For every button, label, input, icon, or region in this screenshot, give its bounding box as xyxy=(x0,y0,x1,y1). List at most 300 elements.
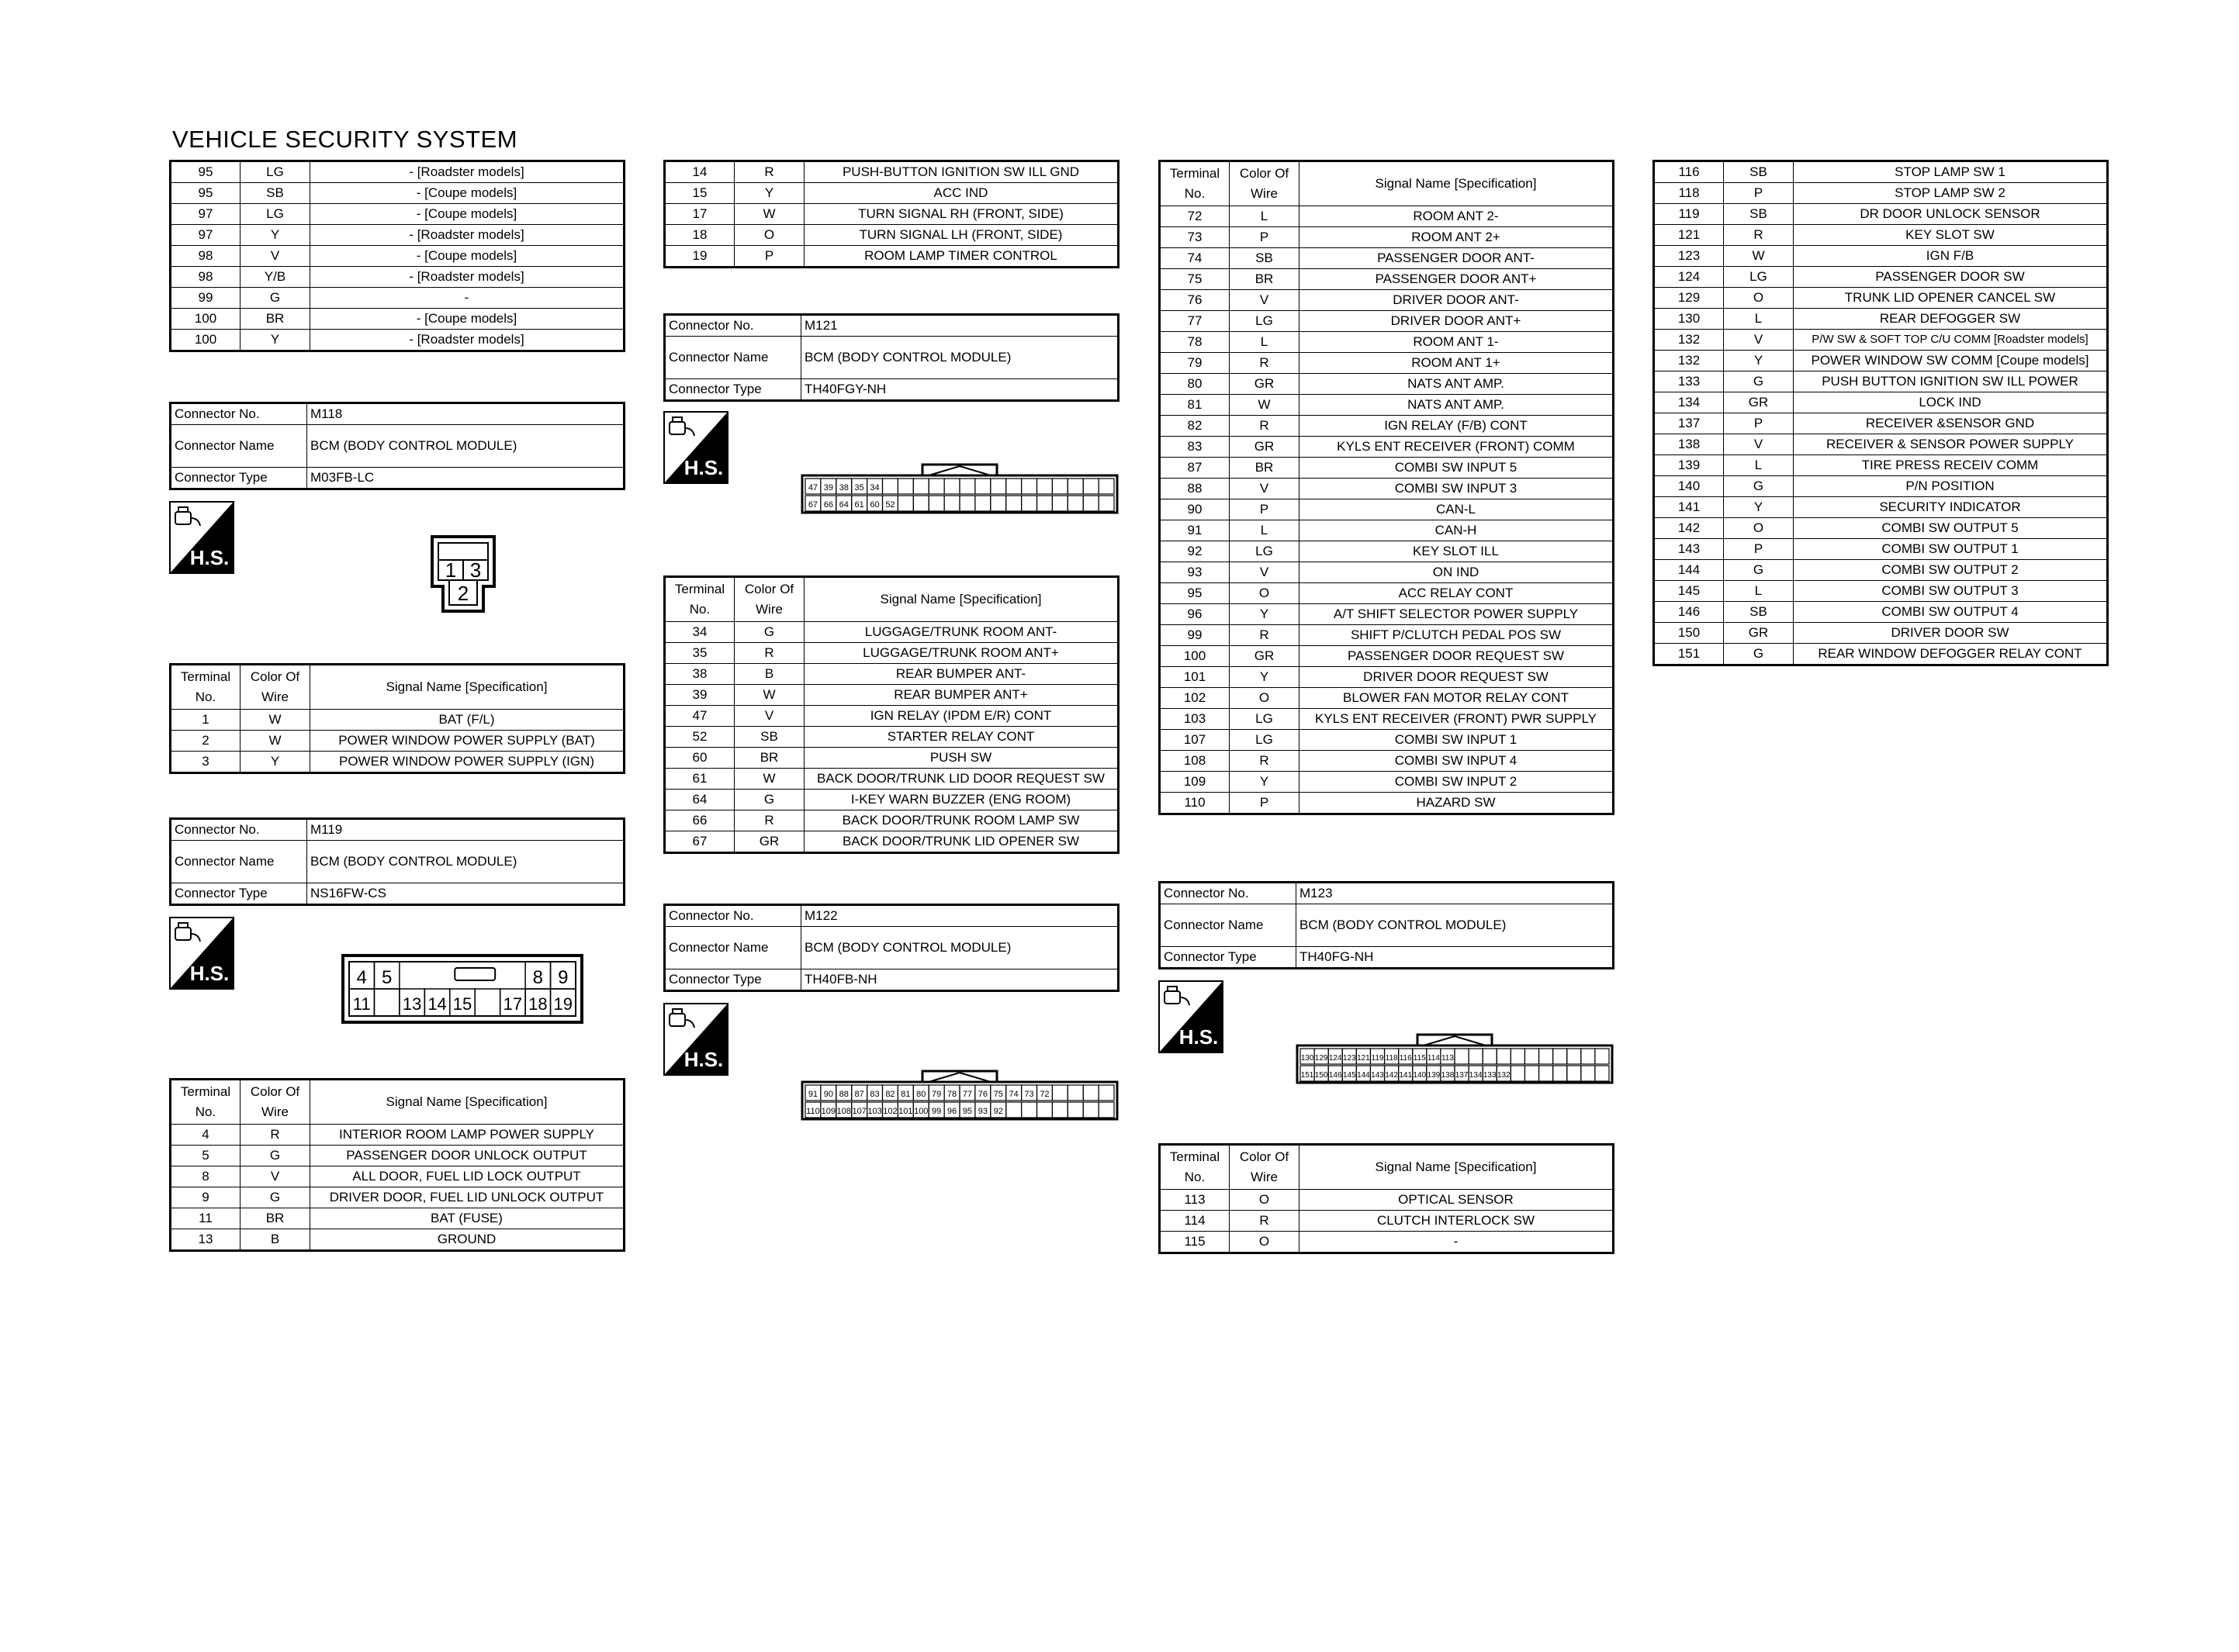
terminal-cell: 103 xyxy=(1160,709,1230,730)
signal-name-cell: PASSENGER DOOR REQUEST SW xyxy=(1299,646,1614,667)
terminal-cell: 91 xyxy=(1160,520,1230,541)
signal-name-cell: COMBI SW OUTPUT 2 xyxy=(1794,560,2108,581)
pin-label: 3 xyxy=(469,558,482,582)
connector-m121-diagram xyxy=(801,454,1119,516)
connector-m122-diagram xyxy=(801,1051,1119,1122)
table-row xyxy=(171,1187,625,1208)
pin-label: 13 xyxy=(402,994,422,1014)
wire-color-cell: V xyxy=(1724,434,1794,455)
terminal-cell: 19 xyxy=(665,246,735,268)
pin-label: 134 xyxy=(1469,1071,1483,1080)
pin-label: 109 xyxy=(821,1107,836,1116)
wire-color-cell: G xyxy=(735,622,805,643)
table-header-row xyxy=(1160,161,1614,206)
wire-color-cell: P xyxy=(1230,227,1299,248)
pin-label: 110 xyxy=(806,1107,820,1116)
pin-label: 5 xyxy=(381,967,393,988)
table-row xyxy=(665,183,1119,204)
table-row xyxy=(171,246,625,267)
pin-label: 14 xyxy=(427,994,447,1014)
header-line: Signal Name [Specification] xyxy=(386,679,548,694)
terminal-cell: 80 xyxy=(1160,374,1230,395)
terminal-cell: 146 xyxy=(1654,602,1724,623)
connector-no-label: Connector No. xyxy=(171,819,307,841)
pin-label: 77 xyxy=(962,1090,973,1099)
terminal-cell: 93 xyxy=(1160,562,1230,583)
signal-name-cell: REAR WINDOW DEFOGGER RELAY CONT xyxy=(1794,644,2108,665)
signal-name-cell: ROOM ANT 2+ xyxy=(1299,227,1614,248)
table-row xyxy=(665,727,1119,748)
wire-color-cell: LG xyxy=(1724,267,1794,288)
table-row xyxy=(171,1208,625,1229)
connector-name-value: BCM (BODY CONTROL MODULE) xyxy=(801,927,1119,969)
header-line: Color Of xyxy=(1239,1149,1289,1164)
pin-label: 15 xyxy=(452,994,472,1014)
signal-name-cell: COMBI SW INPUT 4 xyxy=(1299,751,1614,772)
wire-color-cell: R xyxy=(1230,751,1299,772)
header-line: Signal Name [Specification] xyxy=(880,592,1042,607)
header-color xyxy=(1230,1145,1299,1190)
header-line: Wire xyxy=(1251,186,1278,201)
connector-info-m119 xyxy=(169,817,625,906)
pin-label: 121 xyxy=(1357,1054,1370,1063)
pin-label: 115 xyxy=(1413,1054,1426,1063)
table-row xyxy=(665,161,1119,183)
terminal-cell: 114 xyxy=(1160,1211,1230,1232)
table-row xyxy=(665,664,1119,685)
table-row xyxy=(1160,332,1614,353)
table-row xyxy=(1160,1232,1614,1253)
table-row xyxy=(1160,772,1614,793)
table-row xyxy=(171,1146,625,1166)
wire-color-cell: V xyxy=(1230,290,1299,311)
connector-no-label: Connector No. xyxy=(171,403,307,425)
terminal-cell: 60 xyxy=(665,748,735,769)
signal-name-cell: DRIVER DOOR REQUEST SW xyxy=(1299,667,1614,688)
terminal-cell: 17 xyxy=(665,204,735,225)
table-row xyxy=(1654,644,2108,665)
pin-label: 108 xyxy=(836,1107,851,1116)
terminal-cell: 100 xyxy=(171,309,241,330)
signal-name-cell: HAZARD SW xyxy=(1299,793,1614,814)
table-row xyxy=(665,643,1119,664)
wire-color-cell: R xyxy=(735,810,805,831)
wire-color-cell: R xyxy=(1230,416,1299,437)
table-row xyxy=(171,1125,625,1146)
wire-color-cell: Y xyxy=(1230,667,1299,688)
header-signal xyxy=(1299,161,1614,206)
pin-label: 34 xyxy=(870,483,880,492)
header-line: Wire xyxy=(261,689,289,704)
wire-color-cell: V xyxy=(1230,562,1299,583)
terminal-cell: 5 xyxy=(171,1146,241,1166)
pin-label: 80 xyxy=(916,1090,926,1099)
table-row xyxy=(171,1166,625,1187)
table-row xyxy=(1654,246,2108,267)
table-row xyxy=(1160,206,1614,227)
table-row xyxy=(1654,560,2108,581)
wire-color-cell: O xyxy=(735,225,805,246)
table-row xyxy=(171,1229,625,1251)
wire-color-cell: R xyxy=(241,1125,310,1146)
pin-label: 103 xyxy=(867,1107,882,1116)
connector-name-value: BCM (BODY CONTROL MODULE) xyxy=(307,841,625,883)
pin-label: 140 xyxy=(1413,1071,1427,1080)
terminal-cell: 100 xyxy=(171,330,241,351)
signal-name-cell: KYLS ENT RECEIVER (FRONT) PWR SUPPLY xyxy=(1299,709,1614,730)
wire-color-cell: O xyxy=(1230,688,1299,709)
table-row xyxy=(665,622,1119,643)
terminal-cell: 78 xyxy=(1160,332,1230,353)
signal-name-cell: PUSH SW xyxy=(805,748,1119,769)
terminal-table-continued xyxy=(169,160,625,352)
terminal-cell: 18 xyxy=(665,225,735,246)
pin-label: 4 xyxy=(356,967,367,988)
wire-color-cell: G xyxy=(735,790,805,810)
signal-name-cell: BAT (F/L) xyxy=(310,710,625,731)
pin-label: 1 xyxy=(445,558,457,582)
signal-name-cell: POWER WINDOW POWER SUPPLY (IGN) xyxy=(310,752,625,773)
signal-name-cell: RECEIVER & SENSOR POWER SUPPLY xyxy=(1794,434,2108,455)
signal-name-cell: COMBI SW OUTPUT 1 xyxy=(1794,539,2108,560)
wire-color-cell: Y xyxy=(735,183,805,204)
hs-label: H.S. xyxy=(189,546,230,569)
terminal-cell: 83 xyxy=(1160,437,1230,458)
terminal-cell: 132 xyxy=(1654,351,1724,372)
wire-color-cell: SB xyxy=(1724,204,1794,225)
signal-name-cell: OPTICAL SENSOR xyxy=(1299,1190,1614,1211)
pin-label: 141 xyxy=(1399,1071,1413,1080)
connector-type-value: NS16FW-CS xyxy=(307,883,625,905)
signal-name-cell: DR DOOR UNLOCK SENSOR xyxy=(1794,204,2108,225)
pin-label: 39 xyxy=(823,483,833,492)
wire-color-cell: P xyxy=(1724,539,1794,560)
signal-name-cell: ROOM ANT 1+ xyxy=(1299,353,1614,374)
signal-name-cell: GROUND xyxy=(310,1229,625,1251)
connector-no-label: Connector No. xyxy=(665,315,801,337)
signal-name-cell: STOP LAMP SW 2 xyxy=(1794,183,2108,204)
terminal-cell: 15 xyxy=(665,183,735,204)
pin-label: 78 xyxy=(946,1090,957,1099)
signal-name-cell: STOP LAMP SW 1 xyxy=(1794,161,2108,183)
header-terminal xyxy=(665,577,735,622)
terminal-cell: 66 xyxy=(665,810,735,831)
pin-label: 75 xyxy=(993,1090,1003,1099)
wire-color-cell: G xyxy=(241,1146,310,1166)
signal-name-cell: - [Coupe models] xyxy=(310,309,625,330)
pin-label: 87 xyxy=(854,1090,864,1099)
wire-color-cell: SB xyxy=(1230,248,1299,269)
table-row xyxy=(1654,351,2108,372)
header-line: Wire xyxy=(261,1104,289,1119)
signal-name-cell: KEY SLOT ILL xyxy=(1299,541,1614,562)
terminal-cell: 4 xyxy=(171,1125,241,1146)
wire-color-cell: GR xyxy=(1724,623,1794,644)
pin-label: 129 xyxy=(1314,1054,1328,1063)
connector-type-value: TH40FGY-NH xyxy=(801,379,1119,401)
signal-name-cell: ACC IND xyxy=(805,183,1119,204)
wire-color-cell: Y xyxy=(241,752,310,773)
header-terminal xyxy=(171,665,241,710)
signal-name-cell: BACK DOOR/TRUNK LID OPENER SW xyxy=(805,831,1119,853)
wire-color-cell: G xyxy=(241,1187,310,1208)
wire-color-cell: P xyxy=(1230,793,1299,814)
header-line: No. xyxy=(195,1104,216,1119)
terminal-cell: 11 xyxy=(171,1208,241,1229)
table-row xyxy=(171,161,625,183)
header-line: No. xyxy=(1184,1170,1206,1184)
wire-color-cell: LG xyxy=(1230,541,1299,562)
table-row xyxy=(1654,225,2108,246)
table-row xyxy=(171,225,625,246)
connector-name-label: Connector Name xyxy=(1160,904,1296,947)
signal-name-cell: NATS ANT AMP. xyxy=(1299,395,1614,416)
pin-label: 99 xyxy=(932,1107,942,1116)
table-row xyxy=(1160,625,1614,646)
signal-name-cell: I-KEY WARN BUZZER (ENG ROOM) xyxy=(805,790,1119,810)
connector-info-m121 xyxy=(663,313,1120,402)
wire-color-cell: R xyxy=(1724,225,1794,246)
connector-no-label: Connector No. xyxy=(665,905,801,927)
connector-type-label: Connector Type xyxy=(1160,947,1296,969)
connector-info-m118 xyxy=(169,402,625,490)
table-row xyxy=(1160,458,1614,479)
terminal-cell: 133 xyxy=(1654,372,1724,392)
wire-color-cell: GR xyxy=(1230,646,1299,667)
wire-color-cell: R xyxy=(1230,625,1299,646)
pin-label: 101 xyxy=(898,1107,913,1116)
terminal-cell: 76 xyxy=(1160,290,1230,311)
signal-name-cell: SECURITY INDICATOR xyxy=(1794,497,2108,518)
signal-name-cell: LUGGAGE/TRUNK ROOM ANT- xyxy=(805,622,1119,643)
terminal-cell: 145 xyxy=(1654,581,1724,602)
pin-label: 124 xyxy=(1328,1054,1342,1063)
terminal-cell: 90 xyxy=(1160,499,1230,520)
signal-name-cell: - [Roadster models] xyxy=(310,225,625,246)
pin-label: 79 xyxy=(932,1090,942,1099)
connector-m123-diagram xyxy=(1296,1024,1614,1086)
terminal-table-continued-2 xyxy=(663,160,1120,268)
hs-label: H.S. xyxy=(683,1048,724,1071)
wire-color-cell: B xyxy=(735,664,805,685)
table-row xyxy=(665,831,1119,853)
pin-label: 118 xyxy=(1385,1054,1398,1063)
signal-name-cell: IGN RELAY (F/B) CONT xyxy=(1299,416,1614,437)
wire-color-cell: Y/B xyxy=(241,267,310,288)
wire-color-cell: SB xyxy=(1724,161,1794,183)
table-row xyxy=(665,790,1119,810)
wire-color-cell: BR xyxy=(241,309,310,330)
pin-label: 102 xyxy=(883,1107,898,1116)
terminal-cell: 88 xyxy=(1160,479,1230,499)
table-row xyxy=(1160,499,1614,520)
terminal-cell: 139 xyxy=(1654,455,1724,476)
terminal-cell: 64 xyxy=(665,790,735,810)
wire-color-cell: V xyxy=(241,246,310,267)
header-line: Wire xyxy=(756,602,783,617)
pin-label: 60 xyxy=(870,500,880,510)
hs-label: H.S. xyxy=(683,456,724,479)
connector-name-label: Connector Name xyxy=(171,841,307,883)
pin-label: 138 xyxy=(1441,1071,1455,1080)
connector-name-value: BCM (BODY CONTROL MODULE) xyxy=(801,337,1119,379)
terminal-cell: 99 xyxy=(171,288,241,309)
pin-label: 139 xyxy=(1427,1071,1441,1080)
wire-color-cell: G xyxy=(1724,644,1794,665)
pin-label: 66 xyxy=(823,500,833,510)
pin-label: 88 xyxy=(839,1090,849,1099)
header-terminal xyxy=(171,1080,241,1125)
signal-name-cell: - xyxy=(310,288,625,309)
pin-label: 119 xyxy=(1371,1054,1384,1063)
table-row xyxy=(1654,183,2108,204)
terminal-cell: 118 xyxy=(1654,183,1724,204)
header-line: Color Of xyxy=(250,1084,300,1099)
terminal-cell: 98 xyxy=(171,246,241,267)
terminal-cell: 143 xyxy=(1654,539,1724,560)
terminal-cell: 9 xyxy=(171,1187,241,1208)
table-row xyxy=(1160,667,1614,688)
wire-color-cell: GR xyxy=(1230,374,1299,395)
table-row xyxy=(1160,248,1614,269)
wire-color-cell: W xyxy=(735,685,805,706)
pin-label: 81 xyxy=(901,1090,911,1099)
table-row xyxy=(1160,353,1614,374)
header-line: Terminal xyxy=(180,669,231,684)
signal-name-cell: DRIVER DOOR SW xyxy=(1794,623,2108,644)
header-color xyxy=(241,665,310,710)
connector-no-value: M121 xyxy=(801,315,1119,337)
terminal-cell: 14 xyxy=(665,161,735,183)
table-row xyxy=(171,288,625,309)
wire-color-cell: O xyxy=(1230,1190,1299,1211)
wire-color-cell: SB xyxy=(1724,602,1794,623)
signal-name-cell: ROOM LAMP TIMER CONTROL xyxy=(805,246,1119,268)
wire-color-cell: LG xyxy=(1230,730,1299,751)
terminal-cell: 141 xyxy=(1654,497,1724,518)
terminal-cell: 1 xyxy=(171,710,241,731)
table-row xyxy=(1654,309,2108,330)
wire-color-cell: LG xyxy=(241,204,310,225)
terminal-cell: 97 xyxy=(171,204,241,225)
table-row xyxy=(1160,541,1614,562)
pin-label: 130 xyxy=(1300,1054,1314,1063)
terminal-cell: 81 xyxy=(1160,395,1230,416)
table-row xyxy=(1654,518,2108,539)
pin-label: 137 xyxy=(1455,1071,1469,1080)
table-row xyxy=(1160,730,1614,751)
pin-label: 35 xyxy=(854,483,864,492)
signal-name-cell: PASSENGER DOOR ANT- xyxy=(1299,248,1614,269)
terminal-cell: 138 xyxy=(1654,434,1724,455)
table-row xyxy=(665,769,1119,790)
table-row xyxy=(1654,497,2108,518)
wire-color-cell: O xyxy=(1230,1232,1299,1253)
signal-name-cell: P/N POSITION xyxy=(1794,476,2108,497)
header-line: Terminal xyxy=(1169,166,1220,181)
table-row xyxy=(1654,413,2108,434)
wire-color-cell: L xyxy=(1230,332,1299,353)
connector-type-value: TH40FG-NH xyxy=(1296,947,1614,969)
harness-side-icon xyxy=(169,501,234,574)
terminal-cell: 61 xyxy=(665,769,735,790)
wire-color-cell: W xyxy=(241,731,310,752)
table-row xyxy=(665,246,1119,268)
terminal-cell: 77 xyxy=(1160,311,1230,332)
connector-info-m122 xyxy=(663,904,1120,992)
signal-name-cell: BACK DOOR/TRUNK LID DOOR REQUEST SW xyxy=(805,769,1119,790)
connector-no-label: Connector No. xyxy=(1160,883,1296,904)
signal-name-cell: COMBI SW OUTPUT 4 xyxy=(1794,602,2108,623)
wire-color-cell: GR xyxy=(1230,437,1299,458)
terminal-cell: 151 xyxy=(1654,644,1724,665)
wire-color-cell: LG xyxy=(241,161,310,183)
pin-label: 93 xyxy=(978,1107,988,1116)
header-line: Color Of xyxy=(744,582,794,596)
pin-label: 64 xyxy=(839,500,849,510)
table-row xyxy=(171,710,625,731)
table-row xyxy=(1654,539,2108,560)
signal-name-cell: COMBI SW OUTPUT 5 xyxy=(1794,518,2108,539)
pin-label: 143 xyxy=(1371,1071,1384,1080)
table-row xyxy=(665,685,1119,706)
wire-color-cell: R xyxy=(735,161,805,183)
terminal-cell: 34 xyxy=(665,622,735,643)
signal-name-cell: BLOWER FAN MOTOR RELAY CONT xyxy=(1299,688,1614,709)
terminal-cell: 100 xyxy=(1160,646,1230,667)
terminal-cell: 123 xyxy=(1654,246,1724,267)
connector-m118-diagram xyxy=(429,534,497,615)
table-row xyxy=(665,706,1119,727)
signal-name-cell: COMBI SW INPUT 1 xyxy=(1299,730,1614,751)
terminal-table-m123 xyxy=(1158,1143,1614,1254)
terminal-cell: 52 xyxy=(665,727,735,748)
wire-color-cell: BR xyxy=(1230,269,1299,290)
connector-info-m123 xyxy=(1158,881,1614,969)
terminal-cell: 82 xyxy=(1160,416,1230,437)
table-row xyxy=(171,183,625,204)
wire-color-cell: R xyxy=(1230,353,1299,374)
connector-type-label: Connector Type xyxy=(665,379,801,401)
connector-type-label: Connector Type xyxy=(171,468,307,489)
signal-name-cell: - [Roadster models] xyxy=(310,267,625,288)
header-color xyxy=(735,577,805,622)
table-row xyxy=(1654,455,2108,476)
terminal-cell: 107 xyxy=(1160,730,1230,751)
wire-color-cell: BR xyxy=(241,1208,310,1229)
terminal-cell: 113 xyxy=(1160,1190,1230,1211)
table-row xyxy=(1160,751,1614,772)
harness-side-icon xyxy=(663,411,728,484)
terminal-cell: 101 xyxy=(1160,667,1230,688)
signal-name-cell: ON IND xyxy=(1299,562,1614,583)
terminal-cell: 47 xyxy=(665,706,735,727)
terminal-cell: 115 xyxy=(1160,1232,1230,1253)
wire-color-cell: BR xyxy=(1230,458,1299,479)
table-row xyxy=(1160,709,1614,730)
table-row xyxy=(1160,437,1614,458)
table-row xyxy=(1654,602,2108,623)
signal-name-cell: KYLS ENT RECEIVER (FRONT) COMM xyxy=(1299,437,1614,458)
terminal-cell: 108 xyxy=(1160,751,1230,772)
table-row xyxy=(171,330,625,351)
wire-color-cell: L xyxy=(1724,455,1794,476)
signal-name-cell: COMBI SW OUTPUT 3 xyxy=(1794,581,2108,602)
terminal-cell: 95 xyxy=(171,161,241,183)
pin-label: 107 xyxy=(852,1107,867,1116)
connector-no-value: M122 xyxy=(801,905,1119,927)
pin-label: 146 xyxy=(1328,1071,1342,1080)
